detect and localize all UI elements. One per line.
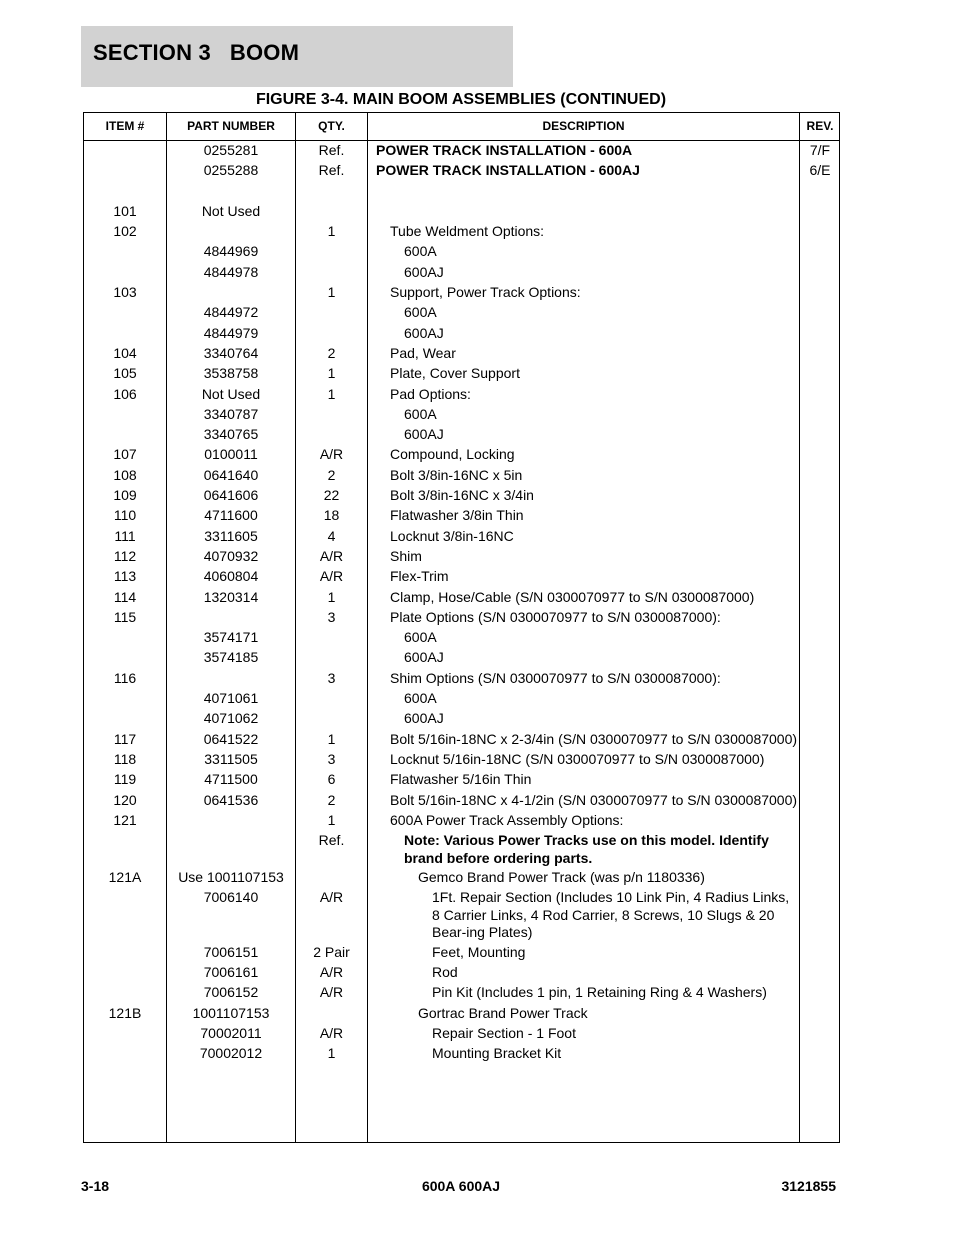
- table-row: [84, 242, 841, 262]
- description: 600AJ: [404, 426, 444, 443]
- item-number: 104: [113, 344, 137, 361]
- description: 600AJ: [404, 710, 444, 727]
- description: [372, 203, 800, 205]
- quantity: Ref.: [318, 162, 345, 179]
- part-number: 4071062: [203, 710, 259, 727]
- table-row: [84, 608, 841, 628]
- item-number: 102: [113, 223, 137, 240]
- description: Bolt 3/8in-16NC x 5in: [390, 466, 523, 483]
- quantity: 22: [323, 487, 340, 504]
- description: Tube Weldment Options:: [390, 223, 545, 240]
- description: 600A: [404, 690, 437, 707]
- quantity: 1: [327, 730, 336, 747]
- parts-table: [83, 112, 840, 1143]
- quantity: 3: [327, 669, 336, 686]
- quantity: A/R: [319, 984, 344, 1001]
- table-row: [84, 344, 841, 364]
- table-row: [84, 527, 841, 547]
- description: 600A: [404, 405, 437, 422]
- item-number: 106: [113, 385, 137, 402]
- item-number: 105: [113, 365, 137, 382]
- table-row: [84, 222, 841, 242]
- description: Gemco Brand Power Track (was p/n 1180336): [418, 869, 705, 886]
- description: 600A: [404, 629, 437, 646]
- item-number: 101: [113, 202, 137, 219]
- table-row: [84, 963, 841, 983]
- part-number: 7006161: [203, 964, 259, 981]
- description: Flatwasher 5/16in Thin: [390, 771, 532, 788]
- header-description: DESCRIPTION: [542, 119, 625, 133]
- description: Plate Options (S/N 0300070977 to S/N 0300087000):: [390, 608, 721, 625]
- item-number: 121: [113, 811, 137, 828]
- part-number: 0255281: [203, 142, 259, 158]
- description: POWER TRACK INSTALLATION - 600A: [376, 142, 633, 158]
- part-number: 0641536: [203, 791, 259, 808]
- part-number: 0641522: [203, 730, 259, 747]
- table-row: [84, 868, 841, 888]
- figure-title: FIGURE 3-4. MAIN BOOM ASSEMBLIES (CONTINUED): [255, 91, 667, 108]
- description: 1Ft. Repair Section (Includes 10 Link Pin, 4 Radius Links, 8 Carrier Links, 4 Rod Carrier, 8 Screws, 10 Slugs & 20 Bear-ing Plates): [432, 889, 790, 941]
- item-number: 114: [113, 588, 137, 605]
- description: Pad Options:: [390, 385, 471, 402]
- item-number: 111: [114, 527, 136, 544]
- description: Flex-Trim: [390, 568, 449, 585]
- quantity: 1: [327, 284, 336, 301]
- footer-doc-number: 3121855: [781, 1178, 836, 1194]
- description: Support, Power Track Options:: [390, 284, 581, 301]
- part-number: 0641640: [203, 466, 259, 483]
- part-number: 4071061: [203, 690, 259, 707]
- part-number: 7006151: [203, 943, 259, 960]
- table-row: [84, 141, 841, 161]
- item-number: 119: [113, 771, 137, 788]
- quantity: 2 Pair: [313, 943, 350, 960]
- quantity: 1: [327, 365, 336, 382]
- description: 600AJ: [404, 263, 444, 280]
- quantity: 3: [327, 750, 336, 767]
- table-row: [84, 750, 841, 770]
- part-number: 0641606: [203, 487, 259, 504]
- table-row: [84, 202, 841, 222]
- description: 600A: [404, 243, 437, 260]
- table-row: [84, 324, 841, 344]
- quantity: 2: [327, 344, 336, 361]
- quantity: 6: [327, 771, 336, 788]
- table-row: [84, 161, 841, 181]
- part-number: 0255288: [203, 162, 259, 179]
- quantity: 1: [327, 385, 336, 402]
- table-row: [84, 770, 841, 790]
- part-number: 3311505: [204, 750, 258, 767]
- table-row: [84, 445, 841, 465]
- quantity: 1: [327, 1045, 336, 1062]
- table-row: [84, 425, 841, 445]
- table-body: [84, 141, 841, 1065]
- description: Locknut 3/8in-16NC: [390, 527, 514, 544]
- table-row: [84, 648, 841, 668]
- part-number: 1320314: [203, 588, 259, 605]
- part-number: 1001107153: [192, 1004, 270, 1021]
- quantity: 4: [327, 527, 336, 544]
- part-number: 4844979: [203, 324, 259, 341]
- description: Shim: [390, 547, 422, 564]
- quantity: 1: [327, 811, 336, 828]
- item-number: 109: [113, 487, 137, 504]
- description: Note: Various Power Tracks use on this model. Identify brand before ordering parts.: [404, 832, 769, 866]
- item-number: 115: [113, 608, 137, 625]
- table-row: [84, 628, 841, 648]
- part-number: 0100011: [204, 446, 258, 463]
- item-number: 117: [113, 730, 137, 747]
- quantity: A/R: [319, 446, 344, 463]
- quantity: 2: [327, 466, 336, 483]
- part-number: 3340787: [203, 405, 259, 422]
- description: [372, 183, 800, 185]
- quantity: A/R: [319, 1025, 344, 1042]
- description: Clamp, Hose/Cable (S/N 0300070977 to S/N 0300087000): [390, 588, 755, 605]
- item-number: 121A: [108, 869, 142, 886]
- quantity: 1: [327, 223, 336, 240]
- part-number: 3538758: [203, 365, 259, 382]
- part-number: 4070932: [203, 547, 259, 564]
- part-number: 70002011: [200, 1025, 262, 1042]
- table-row: [84, 405, 841, 425]
- part-number: 4844972: [203, 304, 259, 321]
- part-number: Use 1001107153: [178, 869, 284, 886]
- section-header: [81, 26, 513, 87]
- description: Mounting Bracket Kit: [432, 1045, 562, 1062]
- part-number: 4844969: [203, 243, 259, 260]
- description: Bolt 5/16in-18NC x 2-3/4in (S/N 0300070977 to S/N 0300087000): [390, 730, 798, 747]
- table-row: [84, 791, 841, 811]
- table-row: [84, 506, 841, 526]
- item-number: 107: [113, 446, 137, 463]
- description: Plate, Cover Support: [390, 365, 520, 382]
- part-number: 3311605: [204, 527, 258, 544]
- description: 600AJ: [404, 649, 444, 666]
- quantity: 1: [327, 588, 336, 605]
- table-row: [84, 182, 841, 202]
- description: Feet, Mounting: [432, 943, 526, 960]
- revision: 6/E: [809, 162, 831, 179]
- part-number: 4844978: [203, 263, 259, 280]
- part-number: 4060804: [203, 568, 259, 585]
- quantity: A/R: [319, 547, 344, 564]
- item-number: 116: [113, 669, 137, 686]
- item-number: 110: [113, 507, 137, 524]
- table-row: [84, 588, 841, 608]
- table-row: [84, 1044, 841, 1064]
- quantity: 2: [327, 791, 336, 808]
- table-row: [84, 669, 841, 689]
- header-part-number: PART NUMBER: [187, 119, 275, 133]
- quantity: A/R: [319, 889, 344, 906]
- header-item: ITEM #: [105, 119, 145, 133]
- part-number: 7006152: [203, 984, 259, 1001]
- description: Gortrac Brand Power Track: [418, 1004, 588, 1021]
- table-row: [84, 567, 841, 587]
- table-row: [84, 831, 841, 868]
- item-number: 108: [113, 466, 137, 483]
- table-row: [84, 709, 841, 729]
- description: 600A: [404, 304, 437, 321]
- quantity: A/R: [319, 568, 344, 585]
- description: POWER TRACK INSTALLATION - 600AJ: [376, 162, 640, 179]
- part-number: 3574185: [203, 649, 259, 666]
- table-row: [84, 1004, 841, 1024]
- part-number: 7006140: [203, 889, 259, 906]
- revision: 7/F: [809, 142, 831, 158]
- header-qty: QTY.: [318, 119, 345, 133]
- description: Pin Kit (Includes 1 pin, 1 Retaining Ring & 4 Washers): [432, 984, 767, 1001]
- part-number: 3574171: [203, 629, 259, 646]
- part-number: 4711600: [204, 507, 258, 524]
- table-row: [84, 689, 841, 709]
- table-row: [84, 263, 841, 283]
- part-number: 3340764: [203, 344, 259, 361]
- table-row: [84, 811, 841, 831]
- quantity: Ref.: [318, 832, 345, 849]
- quantity: 18: [323, 507, 340, 524]
- table-row: [84, 888, 841, 943]
- footer-page-number: 3-18: [81, 1178, 110, 1194]
- part-number: Not Used: [201, 202, 261, 219]
- item-number: 121B: [108, 1004, 142, 1021]
- table-row: [84, 364, 841, 384]
- description: Repair Section - 1 Foot: [432, 1025, 576, 1042]
- part-number: Not Used: [201, 385, 261, 402]
- description: Shim Options (S/N 0300070977 to S/N 0300087000):: [390, 669, 721, 686]
- table-row: [84, 385, 841, 405]
- header-rev: REV.: [806, 119, 834, 133]
- description: 600AJ: [404, 324, 444, 341]
- item-number: 113: [113, 568, 137, 585]
- description: Locknut 5/16in-18NC (S/N 0300070977 to S/N 0300087000): [390, 750, 765, 767]
- table-row: [84, 486, 841, 506]
- item-number: 120: [113, 791, 137, 808]
- quantity: A/R: [319, 964, 344, 981]
- description: Compound, Locking: [390, 446, 515, 463]
- part-number: 3340765: [203, 426, 259, 443]
- table-row: [84, 983, 841, 1003]
- table-row: [84, 1024, 841, 1044]
- description: Bolt 3/8in-16NC x 3/4in: [390, 487, 534, 504]
- description: Bolt 5/16in-18NC x 4-1/2in (S/N 0300070977 to S/N 0300087000): [390, 791, 798, 808]
- part-number: 4711500: [204, 771, 258, 788]
- description: Rod: [432, 964, 458, 981]
- description: Pad, Wear: [390, 344, 456, 361]
- footer-model: 600A 600AJ: [421, 1178, 501, 1194]
- table-row: [84, 730, 841, 750]
- table-row: [84, 943, 841, 963]
- quantity: Ref.: [318, 142, 345, 158]
- section-title: SECTION 3 BOOM: [93, 40, 300, 65]
- table-row: [84, 283, 841, 303]
- description: Flatwasher 3/8in Thin: [390, 507, 524, 524]
- part-number: 70002012: [199, 1045, 263, 1062]
- item-number: 112: [113, 547, 137, 564]
- item-number: 103: [113, 284, 137, 301]
- description: 600A Power Track Assembly Options:: [390, 811, 624, 828]
- table-row: [84, 303, 841, 323]
- table-row: [84, 547, 841, 567]
- table-row: [84, 466, 841, 486]
- item-number: 118: [113, 750, 137, 767]
- quantity: 3: [327, 608, 336, 625]
